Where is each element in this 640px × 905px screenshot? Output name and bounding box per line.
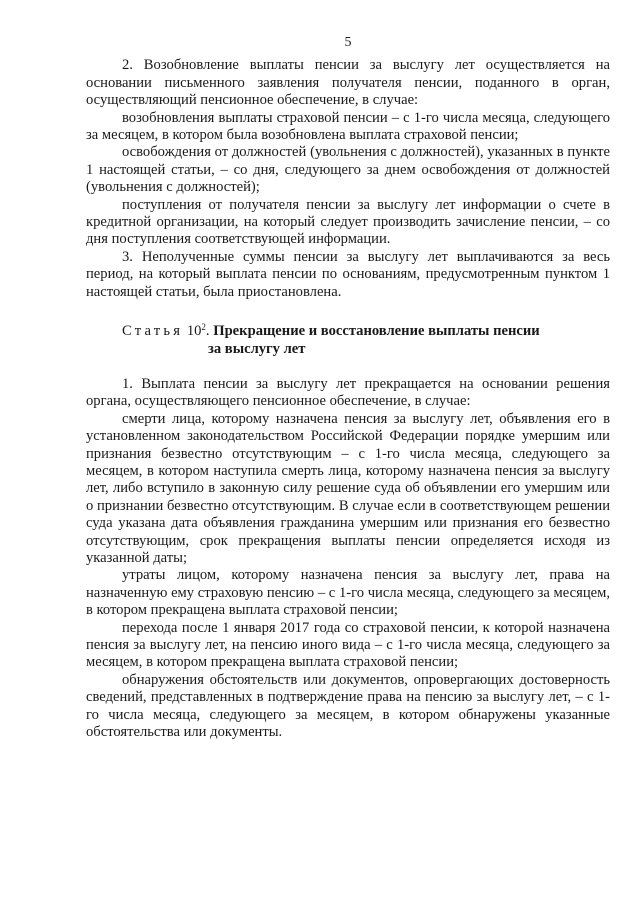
paragraph-unpaid-sums: 3. Неполученные суммы пенсии за выслугу лет выплачиваются за весь период, на который выплата пенсии по основаниям, предусмотренным пунктом 1 настоящей статьи, была приостановлена. bbox=[86, 248, 610, 300]
paragraph-resumption-release: освобождения от должностей (увольнения с должностей), указанных в пункте 1 настоящей статьи, – со дня, следующего за днем освобождения от должностей (увольнения с должностей); bbox=[86, 144, 610, 196]
paragraph-resumption-account: поступления от получателя пенсии за выслугу лет информации о счете в кредитной организации, на который следует производить зачисление пенсии, – со дня поступления соответствующей информации. bbox=[86, 196, 610, 248]
article-word: Статья bbox=[122, 323, 184, 340]
paragraph-termination-loss-of-right: утраты лицом, которому назначена пенсия за выслугу лет, права на назначенную ему страховую пенсию – с 1-го числа месяца, следующего за месяцем, в котором прекращена выплата страховой пенсии; bbox=[86, 567, 610, 619]
article-heading bbox=[86, 319, 610, 358]
article-superscript: 2 bbox=[201, 322, 206, 333]
article-title-line2: за выслугу лет bbox=[208, 340, 306, 357]
paragraph-termination-transition: перехода после 1 января 2017 года со страховой пенсии, к которой назначена пенсия за выслугу лет, на пенсию иного вида – с 1-го числа месяца, следующего за месяцем, в котором прекращена выплата страховой пенсии; bbox=[86, 619, 610, 671]
paragraph-resumption-insurance: возобновления выплаты страховой пенсии – с 1-го числа месяца, следующего за месяцем, в котором была возобновлена выплата страховой пенсии; bbox=[86, 109, 610, 144]
article-title-line1: Прекращение и восстановление выплаты пенсии bbox=[213, 323, 540, 340]
paragraph-termination-discovery: обнаружения обстоятельств или документов, опровергающих достоверность сведений, представленных в подтверждение права на пенсию за выслугу лет, – с 1-го числа месяца, следующего за месяцем, в котором обнаружены указанные обстоятельства или документы. bbox=[86, 671, 610, 741]
paragraph-termination-death: смерти лица, которому назначена пенсия за выслугу лет, объявления его в установленном законодательством Российской Федерации порядке умершим или признания безвестно отсутствующим – с 1-го числа месяца, следующего за месяцем, в котором наступила смерть лица, которому назначена пенсия за выслугу лет, либо вступило в законную силу решение суда об объявлении его умершим или о признании безвестно отсутствующим. В случае если в соответствующем решении суда указана дата объявления гражданина умершим или признания его безвестно отсутствующим, срок прекращения выплаты пенсии определяется исходя из указанной даты; bbox=[86, 410, 610, 566]
article-number: 10 bbox=[186, 323, 202, 340]
section-bottom bbox=[86, 376, 610, 742]
section-top bbox=[86, 57, 610, 301]
paragraph-resumption-basis: 2. Возобновление выплаты пенсии за выслугу лет осуществляется на основании письменного заявления получателя пенсии, поданного в орган, осуществляющий пенсионное обеспечение, в случае: bbox=[86, 57, 610, 109]
paragraph-termination-basis: 1. Выплата пенсии за выслугу лет прекращается на основании решения органа, осуществляющего пенсионное обеспечение, в случае: bbox=[86, 375, 610, 410]
document-page bbox=[86, 34, 610, 741]
article-period: . bbox=[205, 323, 210, 340]
article-heading-line1 bbox=[86, 319, 610, 340]
page-number: 5 bbox=[344, 35, 352, 50]
